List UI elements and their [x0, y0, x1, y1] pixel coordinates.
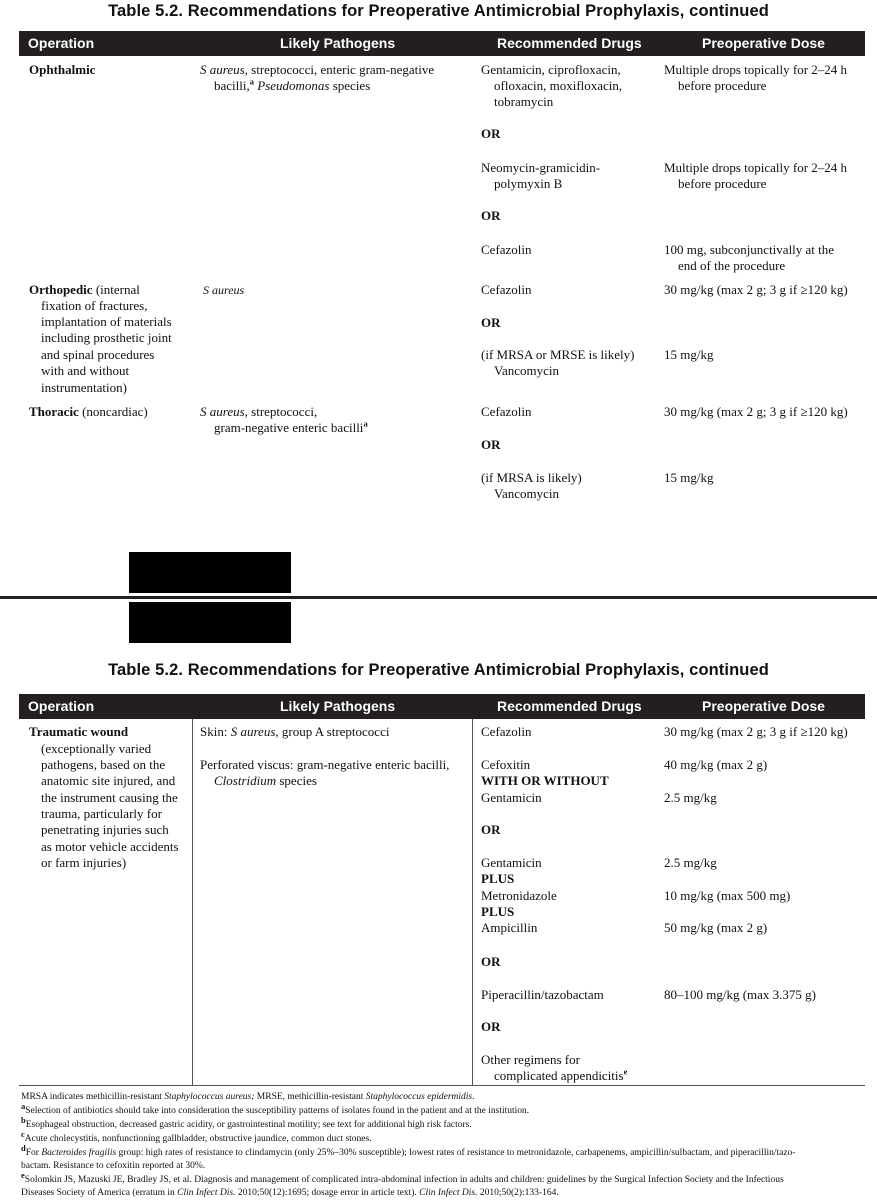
- pathogens-thoracic-l2: gram-negative enteric bacilli$^a$: [214, 418, 368, 435]
- dose-thor-2: 15 mg/kg: [664, 470, 714, 485]
- drug-ophth-1-l2: ofloxacin, moxifloxacin,: [494, 78, 623, 93]
- dose-ophth-3-l2: end of the procedure: [678, 258, 786, 273]
- traumatic-desc-3: anatomic site injured, and: [41, 773, 176, 788]
- drug-cefoxitin: Cefoxitin: [481, 757, 531, 772]
- operation-orthopedic: Orthopedic (internal: [29, 282, 140, 297]
- footnote-d-l2: bactam. Resistance to cefoxitin reported at 30%.: [21, 1161, 206, 1171]
- table-header-bottom: [19, 694, 865, 719]
- operation-traumatic-wound: Traumatic wound: [29, 724, 129, 739]
- drug-other-l1: Other regimens for: [481, 1052, 580, 1067]
- dose-ortho-1: 30 mg/kg (max 2 g; 3 g if ≥120 kg): [664, 282, 848, 297]
- drug-ophth-1-l3: tobramycin: [494, 94, 554, 109]
- dose-ortho-2: 15 mg/kg: [664, 347, 714, 362]
- table-title-top: Table 5.2. Recommendations for Preoperative Antimicrobial Prophylaxis, continued: [108, 2, 769, 20]
- dose-gentamicin-2: 2.5 mg/kg: [664, 855, 717, 870]
- traumatic-desc-7: as motor vehicle accidents: [41, 839, 179, 854]
- pathogens-skin: Skin: S aureus, group A streptococci: [200, 724, 390, 739]
- drug-ophth-3: Cefazolin: [481, 242, 532, 257]
- traumatic-desc-2: pathogens, based on the: [41, 757, 166, 772]
- drug-ophth-2-l1: Neomycin-gramicidin-: [481, 160, 601, 175]
- header-operation: Operation: [28, 35, 95, 51]
- operation-ophthalmic: Ophthalmic: [29, 62, 96, 77]
- drug-gentamicin-2: Gentamicin: [481, 855, 542, 870]
- column-divider-1: [192, 719, 193, 1085]
- traumatic-desc-5: trauma, particularly for: [41, 806, 162, 821]
- dose-ophth-1-l1: Multiple drops topically for 2–24 h: [664, 62, 848, 77]
- dose-ampicillin: 50 mg/kg (max 2 g): [664, 920, 768, 935]
- pathogens-thoracic-l1: S aureus, streptococci,: [200, 404, 318, 419]
- dose-ophth-1-l2: before procedure: [678, 78, 767, 93]
- operation-thoracic: Thoracic (noncardiac): [29, 404, 148, 419]
- pathogens-perforated-l1: Perforated viscus: gram-negative enteric bacilli,: [200, 757, 450, 772]
- drug-gentamicin-1: Gentamicin: [481, 790, 542, 805]
- dose-piperacillin: 80–100 mg/kg (max 3.375 g): [664, 987, 817, 1002]
- or-trauma-3: OR: [481, 1019, 501, 1034]
- traumatic-desc-4: the instrument causing the: [41, 790, 178, 805]
- dose-gentamicin-1: 2.5 mg/kg: [664, 790, 717, 805]
- drug-ampicillin: Ampicillin: [481, 920, 538, 935]
- footnote-c: $^c$Acute cholecystitis, nonfunctioning gallbladder, obstructive jaundice, common duct stones.: [21, 1128, 372, 1144]
- header-operation: Operation: [28, 698, 95, 714]
- header-pathogens: Likely Pathogens: [280, 698, 396, 714]
- dose-ophth-3-l1: 100 mg, subconjunctivally at the: [664, 242, 835, 257]
- pathogens-perforated-l2: Clostridium species: [214, 773, 317, 788]
- orthopedic-desc-3: implantation of materials: [41, 314, 172, 329]
- redaction-block-top: [129, 552, 291, 593]
- drug-other-l2: complicated appendicitis$^e$: [494, 1066, 628, 1083]
- drug-piperacillin: Piperacillin/tazobactam: [481, 987, 604, 1002]
- or-trauma-1: OR: [481, 822, 501, 837]
- orthopedic-desc-2: fixation of fractures,: [41, 298, 148, 313]
- plus-2: PLUS: [481, 904, 515, 919]
- orthopedic-desc-5: and spinal procedures: [41, 347, 155, 362]
- header-drugs: Recommended Drugs: [497, 35, 642, 51]
- traumatic-desc-8: or farm injuries): [41, 855, 127, 870]
- footnote-e-l2: Diseases Society of America (erratum in Clin Infect Dis. 2010;50(12):1695; dosage error in article text). Clin Infect Dis. 2010;50(2):133-164.: [21, 1188, 559, 1198]
- page-divider: [0, 596, 877, 599]
- traumatic-desc-6: penetrating injuries such: [41, 822, 169, 837]
- column-divider-2: [472, 719, 473, 1085]
- pathogens-ophthalmic-line1: S aureus, streptococci, enteric gram-negative: [200, 62, 435, 77]
- footnote-e-l1: $^e$Solomkin JS, Mazuski JE, Bradley JS, et al. Diagnosis and management of complicated intra-abdominal infection in adults and children: guidelines by the Surgical Infection Society and the Infectious: [21, 1169, 784, 1185]
- dose-ophth-2-l2: before procedure: [678, 176, 767, 191]
- drug-cefazolin: Cefazolin: [481, 724, 532, 739]
- with-or-without: WITH OR WITHOUT: [481, 773, 609, 788]
- table-bottom-rule: [19, 1085, 865, 1086]
- orthopedic-desc-7: instrumentation): [41, 380, 127, 395]
- dose-cefoxitin: 40 mg/kg (max 2 g): [664, 757, 768, 772]
- or-ortho: OR: [481, 315, 501, 330]
- drug-thor-2-l2: Vancomycin: [494, 486, 559, 501]
- redaction-block-bottom: [129, 602, 291, 643]
- drug-metronidazole: Metronidazole: [481, 888, 557, 903]
- plus-1: PLUS: [481, 871, 515, 886]
- header-pathogens: Likely Pathogens: [280, 35, 396, 51]
- pathogens-ophthalmic-line2: bacilli,$^a$ Pseudomonas species: [214, 76, 371, 93]
- footnote-a: $^a$Selection of antibiotics should take into consideration the susceptibility patterns of isolates found in the patient and at the institution.: [21, 1100, 530, 1116]
- header-dose: Preoperative Dose: [702, 35, 825, 51]
- or-ophth-2: OR: [481, 208, 501, 223]
- drug-ortho-2-l2: Vancomycin: [494, 363, 559, 378]
- header-drugs: Recommended Drugs: [497, 698, 642, 714]
- orthopedic-desc-4: including prosthetic joint: [41, 330, 172, 345]
- drug-ophth-2-l2: polymyxin B: [494, 176, 563, 191]
- or-ophth-1: OR: [481, 126, 501, 141]
- footnote-abbrev: MRSA indicates methicillin-resistant Staphylococcus aureus; MRSE, methicillin-resistant Staphylococcus epidermidis.: [21, 1092, 475, 1102]
- drug-thor-2-l1: (if MRSA is likely): [481, 470, 582, 485]
- dose-cefazolin: 30 mg/kg (max 2 g; 3 g if ≥120 kg): [664, 724, 848, 739]
- drug-ophth-1-l1: Gentamicin, ciprofloxacin,: [481, 62, 621, 77]
- drug-thor-1: Cefazolin: [481, 404, 532, 419]
- footnote-b: $^b$Esophageal obstruction, decreased gastric acidity, or gastrointestinal motility; see text for additional high risk factors.: [21, 1114, 472, 1130]
- drug-ortho-2-l1: (if MRSA or MRSE is likely): [481, 347, 635, 362]
- dose-metronidazole: 10 mg/kg (max 500 mg): [664, 888, 791, 903]
- table-header-top: [19, 31, 865, 56]
- dose-ophth-2-l1: Multiple drops topically for 2–24 h: [664, 160, 848, 175]
- dose-thor-1: 30 mg/kg (max 2 g; 3 g if ≥120 kg): [664, 404, 848, 419]
- header-dose: Preoperative Dose: [702, 698, 825, 714]
- traumatic-desc-1: (exceptionally varied: [41, 741, 152, 756]
- orthopedic-desc-6: with and without: [41, 363, 130, 378]
- drug-ortho-1: Cefazolin: [481, 282, 532, 297]
- or-trauma-2: OR: [481, 954, 501, 969]
- table-title-bottom: Table 5.2. Recommendations for Preoperative Antimicrobial Prophylaxis, continued: [108, 661, 769, 679]
- footnote-d-l1: $^d$For Bacteroides fragilis group: high rates of resistance to clindamycin (only 25%–30% susceptible); lowest rates of resistance to metronidazole, carbapenems, ampicillin/sulbactam, and piperacillin/tazo-: [21, 1142, 796, 1158]
- or-thor: OR: [481, 437, 501, 452]
- pathogens-orthopedic: S aureus: [203, 283, 245, 297]
